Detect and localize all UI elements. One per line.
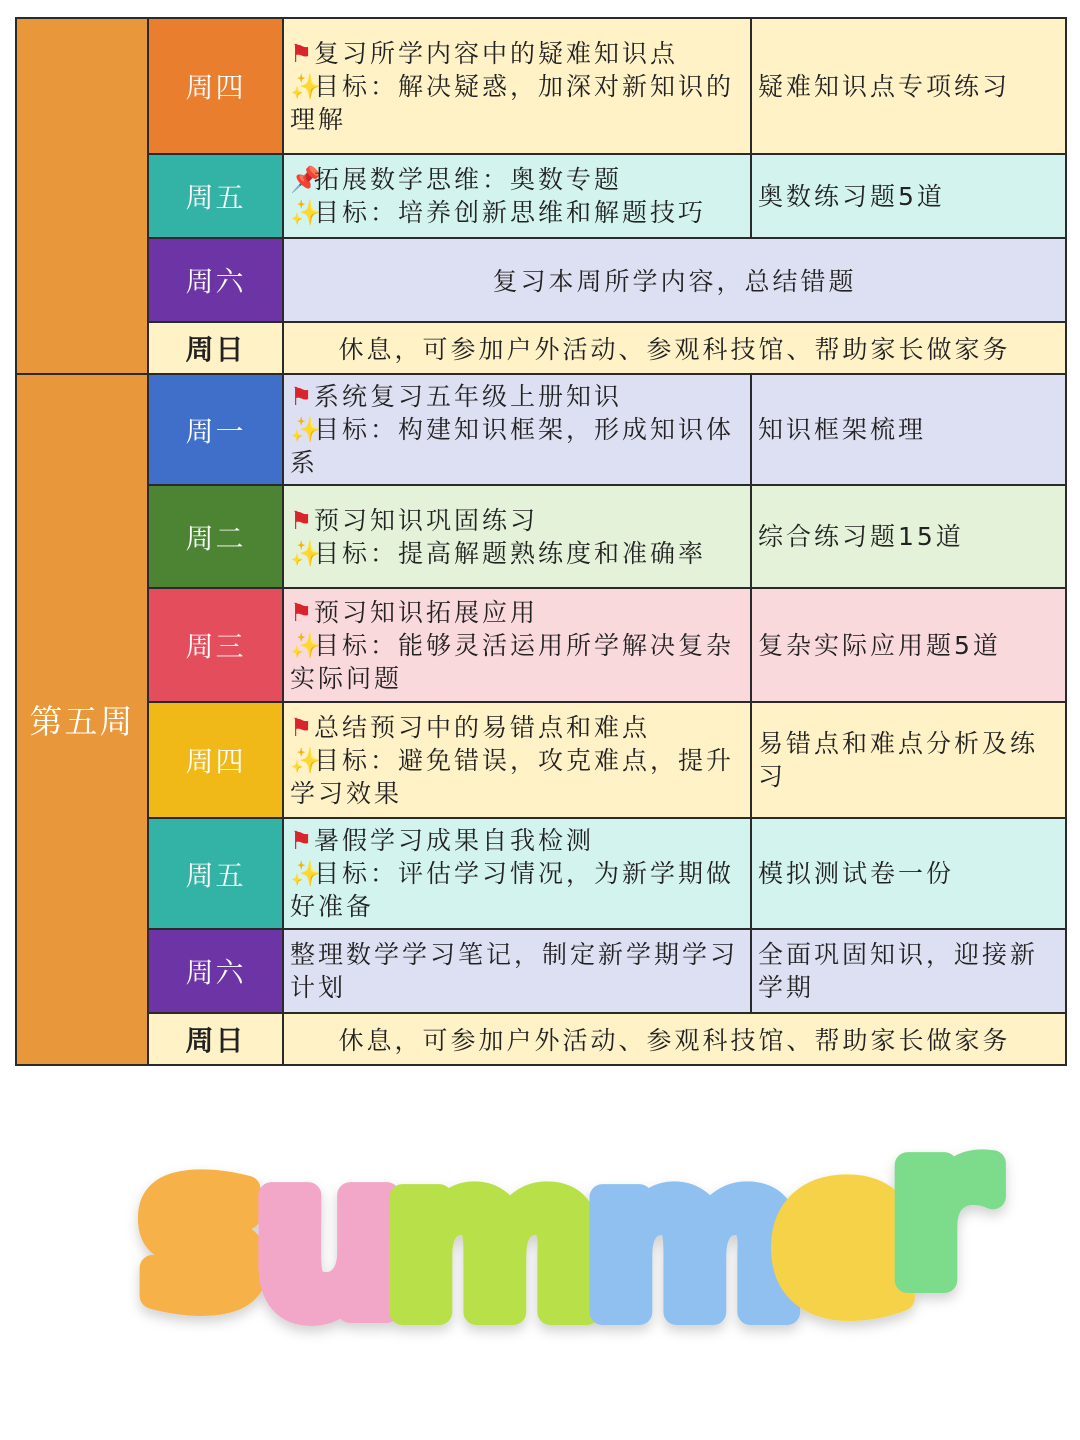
red-flag-icon: ⚑ [290,826,316,855]
summer-letter-r: r [890,1100,994,1330]
table-row [16,154,1066,238]
day-cell-saturday: 周六 [148,929,283,1013]
practice-cell: 奥数练习题5道 [751,154,1066,238]
practice-cell: 复杂实际应用题5道 [751,588,1066,702]
day-cell-monday: 周一 [148,374,283,485]
task-cell: ⚑系统复习五年级上册知识 ✨目标：构建知识框架，形成知识体系 [283,374,751,485]
practice-cell: 模拟测试卷一份 [751,818,1066,929]
merged-task-cell: 休息，可参加户外活动、参观科技馆、帮助家长做家务 [283,1013,1066,1065]
practice-cell: 综合练习题15道 [751,485,1066,588]
day-cell-sunday: 周日 [148,1013,283,1065]
table-row [16,322,1066,374]
sparkle-star-icon: ✨ [290,745,325,775]
summer-logo [0,1100,1080,1360]
table-row [16,702,1066,818]
table-row [16,818,1066,929]
summer-letter-m: m [385,1117,604,1360]
red-flag-icon: ⚑ [290,505,316,535]
sparkle-star-icon: ✨ [290,71,325,101]
sparkle-star-icon: ✨ [290,630,325,660]
table-row [16,485,1066,588]
summer-letter-m2: m [585,1117,804,1360]
summer-letter-s: s [140,1105,265,1350]
week-cell-week5: 第五周 [16,374,148,1065]
day-cell-saturday: 周六 [148,238,283,322]
day-cell-wednesday: 周三 [148,588,283,702]
table-row [16,929,1066,1013]
practice-cell: 知识框架梳理 [751,374,1066,485]
task-cell: ⚑暑假学习成果自我检测 ✨目标：评估学习情况，为新学期做好准备 [283,818,751,929]
task-cell: 📌拓展数学思维：奥数专题 ✨目标：培养创新思维和解题技巧 [283,154,751,238]
red-flag-icon: ⚑ [290,712,316,742]
sparkle-star-icon: ✨ [290,538,325,568]
practice-cell: 易错点和难点分析及练习 [751,702,1066,818]
day-cell-tuesday: 周二 [148,485,283,588]
table-row [16,374,1066,485]
red-flag-icon: ⚑ [290,38,316,68]
task-cell: ⚑总结预习中的易错点和难点 ✨目标：避免错误，攻克难点，提升学习效果 [283,702,751,818]
task-cell: ⚑复习所学内容中的疑难知识点 ✨目标：解决疑惑，加深对新知识的理解 [283,18,751,154]
task-cell: ⚑预习知识巩固练习 ✨目标：提高解题熟练度和准确率 [283,485,751,588]
sparkle-star-icon: ✨ [290,198,325,227]
task-cell: ⚑预习知识拓展应用 ✨目标：能够灵活运用所学解决复杂实际问题 [283,588,751,702]
table-row [16,238,1066,322]
table-row [16,588,1066,702]
day-cell-thursday: 周四 [148,18,283,154]
study-schedule-table [15,17,1067,1066]
sparkle-star-icon: ✨ [290,415,325,444]
summer-letter-u: u [255,1115,405,1360]
table-row [16,18,1066,154]
summer-letter-e: e [775,1110,918,1355]
merged-task-cell: 休息，可参加户外活动、参观科技馆、帮助家长做家务 [283,322,1066,374]
merged-task-cell: 复习本周所学内容，总结错题 [283,238,1066,322]
day-cell-sunday: 周日 [148,322,283,374]
sparkle-star-icon: ✨ [290,859,325,888]
week-cell-previous [16,18,148,374]
red-flag-icon: ⚑ [290,597,316,627]
day-cell-thursday: 周四 [148,702,283,818]
practice-cell: 全面巩固知识，迎接新学期 [751,929,1066,1013]
pushpin-icon: 📌 [290,165,325,194]
red-flag-icon: ⚑ [290,382,316,411]
task-cell: 整理数学学习笔记，制定新学期学习计划 [283,929,751,1013]
day-cell-friday: 周五 [148,154,283,238]
day-cell-friday: 周五 [148,818,283,929]
practice-cell: 疑难知识点专项练习 [751,18,1066,154]
table-row [16,1013,1066,1065]
